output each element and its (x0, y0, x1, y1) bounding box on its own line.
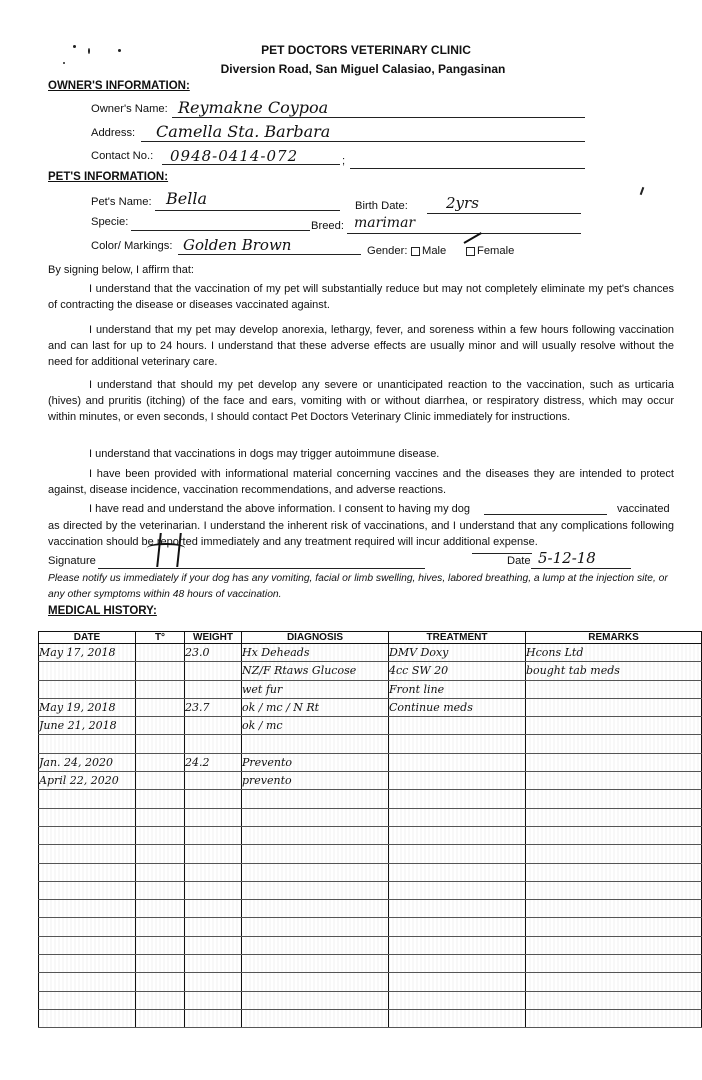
cell-date-text: Jan. 24, 2020 (39, 755, 114, 769)
col-date: DATE (39, 632, 136, 644)
pet-specie-line (131, 230, 310, 231)
cell-temperature (136, 808, 185, 826)
consent-paragraph-2: I understand that my pet may develop anorexia, lethargy, fever, and soreness within a few hours following vaccination and can last for up to 24 hours. I understand that these adverse effects are usually minor and will usually resolve without the need for additional veterinary care. (48, 324, 674, 368)
pet-birth-line (427, 213, 581, 214)
cell-temperature (136, 717, 185, 735)
cell-remarks (526, 863, 702, 881)
cell-date (39, 826, 136, 844)
pet-color-label: Color/ Markings: (91, 240, 173, 252)
table-row (39, 991, 702, 1009)
owner-contact-label: Contact No.: (91, 150, 154, 162)
table-row (39, 644, 702, 662)
pet-birth-label: Birth Date: (355, 200, 408, 212)
female-checkbox (466, 247, 475, 256)
cell-diagnosis (242, 1009, 389, 1027)
cell-treatment (389, 936, 526, 954)
table-row (39, 881, 702, 899)
cell-date (39, 644, 136, 662)
cell-temperature (136, 772, 185, 790)
cell-temperature (136, 955, 185, 973)
cell-weight (185, 790, 242, 808)
male-checkbox (411, 247, 420, 256)
cell-date (39, 955, 136, 973)
cell-diagnosis (242, 881, 389, 899)
signature-line (98, 568, 425, 569)
cell-remarks (526, 717, 702, 735)
owner-address-label: Address: (91, 127, 136, 139)
cell-diagnosis (242, 826, 389, 844)
cell-weight (185, 900, 242, 918)
cell-date-text: June 21, 2018 (39, 719, 117, 733)
cell-diagnosis (242, 973, 389, 991)
cell-date (39, 936, 136, 954)
cell-remarks (526, 808, 702, 826)
owner-name-line (172, 117, 585, 118)
cell-treatment (389, 772, 526, 790)
consent-paragraph-3: I understand that should my pet develop any severe or unanticipated reaction to the vaccination, such as urticaria (hives) and pruritis (itching) of the face and ears, vomiting with or without diarrhea, or respiratory distress, which may occur within minutes, or even seconds, I should contact Pet Doctors Veterinary Clinic immediately for instructions. (48, 379, 674, 423)
cell-temperature (136, 881, 185, 899)
cell-treatment (389, 900, 526, 918)
cell-remarks-text: Hcons Ltd (526, 646, 584, 660)
gender-male-option (411, 245, 446, 257)
pet-name-value: Bella (166, 189, 207, 208)
consent-intro: By signing below, I affirm that: (48, 264, 194, 276)
cell-diagnosis (242, 863, 389, 881)
cell-date (39, 662, 136, 680)
cell-diagnosis (242, 991, 389, 1009)
cell-remarks (526, 735, 702, 753)
cell-remarks (526, 790, 702, 808)
cell-diagnosis-text: ok / mc / N Rt (242, 701, 320, 715)
cell-weight (185, 955, 242, 973)
cell-weight (185, 808, 242, 826)
table-row (39, 698, 702, 716)
pet-breed-line (347, 233, 581, 234)
cell-weight (185, 772, 242, 790)
cell-date (39, 881, 136, 899)
cell-date (39, 735, 136, 753)
cell-remarks (526, 881, 702, 899)
cell-diagnosis (242, 845, 389, 863)
cell-date-text: May 19, 2018 (39, 701, 116, 715)
cell-remarks (526, 918, 702, 936)
scan-mark (640, 187, 645, 195)
cell-date (39, 717, 136, 735)
cell-remarks (526, 845, 702, 863)
cell-treatment (389, 808, 526, 826)
cell-remarks (526, 1009, 702, 1027)
cell-temperature (136, 991, 185, 1009)
cell-weight (185, 717, 242, 735)
cell-weight (185, 973, 242, 991)
cell-diagnosis (242, 772, 389, 790)
table-row (39, 680, 702, 698)
table-row (39, 808, 702, 826)
cell-diagnosis-text: wet fur (242, 682, 283, 696)
table-row (39, 753, 702, 771)
date-label: Date (507, 555, 531, 567)
medical-history-table (38, 631, 702, 1028)
cell-treatment (389, 881, 526, 899)
cell-weight (185, 735, 242, 753)
cell-remarks (526, 662, 702, 680)
cell-diagnosis (242, 753, 389, 771)
cell-temperature (136, 918, 185, 936)
clinic-address: Diversion Road, San Miguel Calasiao, Pangasinan (220, 62, 506, 76)
cell-temperature (136, 1009, 185, 1027)
gender-male-label: Male (422, 245, 447, 257)
cell-remarks (526, 644, 702, 662)
cell-temperature (136, 698, 185, 716)
table-row (39, 900, 702, 918)
cell-treatment (389, 680, 526, 698)
owner-name-value: Reymakne Coypoa (178, 98, 329, 117)
clinic-name: PET DOCTORS VETERINARY CLINIC (261, 43, 471, 57)
medical-section-title: MEDICAL HISTORY: (48, 605, 157, 617)
consent-paragraph-6b: vaccinated (617, 503, 670, 515)
date-value: 5-12-18 (538, 549, 596, 567)
cell-date (39, 991, 136, 1009)
cell-date-text: May 17, 2018 (39, 646, 116, 660)
cell-remarks (526, 955, 702, 973)
cell-remarks (526, 772, 702, 790)
cell-weight (185, 644, 242, 662)
cell-treatment (389, 973, 526, 991)
cell-treatment (389, 991, 526, 1009)
cell-remarks (526, 900, 702, 918)
table-row (39, 845, 702, 863)
cell-treatment (389, 1009, 526, 1027)
gender-female-option (466, 245, 514, 257)
cell-treatment (389, 698, 526, 716)
date-line (531, 568, 631, 569)
date-top-line (472, 553, 532, 554)
owner-name-label: Owner's Name: (91, 103, 168, 115)
cell-temperature (136, 753, 185, 771)
cell-temperature (136, 973, 185, 991)
cell-remarks (526, 698, 702, 716)
cell-diagnosis-text: NZ/F Rtaws Glucose (242, 664, 357, 678)
table-row (39, 717, 702, 735)
pet-color-value: Golden Brown (183, 236, 292, 254)
cell-temperature (136, 936, 185, 954)
cell-treatment-text: DMV Doxy (389, 646, 449, 660)
cell-remarks-text: bought tab meds (526, 664, 620, 678)
signature-label: Signature (48, 555, 96, 567)
owner-section-title: OWNER'S INFORMATION: (48, 80, 190, 92)
cell-temperature (136, 680, 185, 698)
signature-mark-stroke (147, 543, 185, 553)
table-header-row (39, 632, 702, 644)
table-row (39, 662, 702, 680)
cell-diagnosis (242, 808, 389, 826)
pet-specie-label: Specie: (91, 216, 129, 228)
cell-weight (185, 936, 242, 954)
col-treatment: TREATMENT (389, 632, 526, 644)
cell-treatment (389, 918, 526, 936)
cell-date (39, 772, 136, 790)
cell-treatment (389, 955, 526, 973)
cell-weight (185, 1009, 242, 1027)
cell-temperature (136, 735, 185, 753)
cell-diagnosis (242, 936, 389, 954)
vaccination-notice: Please notify us immediately if your dog has any vomiting, facial or limb swelling, hives, labored breathing, a lump at the injection site, or any other symptoms within 48 hours of vaccination. (48, 573, 668, 600)
cell-treatment (389, 753, 526, 771)
cell-weight (185, 753, 242, 771)
table-row (39, 772, 702, 790)
pet-breed-value: marimar (354, 215, 416, 231)
consent-paragraph-1: I understand that the vaccination of my pet will substantially reduce but may not completely eliminate my pet's chances of contracting the disease or diseases vaccinated against. (48, 283, 674, 311)
cell-treatment (389, 644, 526, 662)
cell-treatment (389, 662, 526, 680)
cell-temperature (136, 863, 185, 881)
table-row (39, 1009, 702, 1027)
cell-date (39, 900, 136, 918)
col-remarks: REMARKS (526, 632, 702, 644)
pet-color-line (178, 254, 361, 255)
cell-diagnosis (242, 644, 389, 662)
cell-remarks (526, 936, 702, 954)
cell-treatment-text: Front line (389, 682, 445, 696)
table-row (39, 735, 702, 753)
cell-date (39, 753, 136, 771)
cell-date (39, 863, 136, 881)
consent-paragraph-4: I understand that vaccinations in dogs may trigger autoimmune disease. (89, 448, 440, 460)
cell-diagnosis (242, 955, 389, 973)
cell-weight (185, 698, 242, 716)
cell-diagnosis (242, 918, 389, 936)
pet-name-line (155, 210, 340, 211)
cell-diagnosis-text: Prevento (242, 755, 293, 769)
cell-diagnosis-text: ok / mc (242, 719, 283, 733)
owner-address-value: Camella Sta. Barbara (156, 122, 331, 141)
cell-diagnosis (242, 698, 389, 716)
cell-weight-text: 23.0 (185, 646, 210, 660)
cell-temperature (136, 900, 185, 918)
cell-weight (185, 845, 242, 863)
cell-diagnosis (242, 680, 389, 698)
cell-date (39, 680, 136, 698)
col-temperature: T° (136, 632, 185, 644)
pet-birth-value: 2yrs (446, 194, 479, 212)
cell-remarks (526, 826, 702, 844)
cell-weight (185, 826, 242, 844)
cell-temperature (136, 790, 185, 808)
cell-date (39, 808, 136, 826)
owner-address-line (141, 141, 585, 142)
cell-date (39, 790, 136, 808)
col-diagnosis: DIAGNOSIS (242, 632, 389, 644)
cell-weight-text: 23.7 (185, 701, 210, 715)
gender-female-label: Female (477, 245, 515, 257)
consent-paragraph-5: I have been provided with informational material concerning vaccines and the diseases they are intended to protect against, disease incidence, vaccination recommendations, and adverse reactions. (48, 468, 674, 496)
cell-remarks (526, 680, 702, 698)
cell-weight (185, 863, 242, 881)
table-row (39, 955, 702, 973)
table-row (39, 863, 702, 881)
cell-weight-text: 24.2 (185, 755, 210, 769)
cell-diagnosis-text: Hx Deheads (242, 646, 310, 660)
cell-treatment (389, 790, 526, 808)
cell-temperature (136, 845, 185, 863)
cell-diagnosis (242, 717, 389, 735)
cell-date (39, 1009, 136, 1027)
cell-date (39, 845, 136, 863)
cell-weight (185, 881, 242, 899)
cell-temperature (136, 644, 185, 662)
table-row (39, 973, 702, 991)
cell-weight (185, 680, 242, 698)
cell-treatment (389, 863, 526, 881)
table-row (39, 918, 702, 936)
cell-treatment (389, 826, 526, 844)
cell-treatment (389, 717, 526, 735)
pet-gender-label: Gender: (367, 245, 408, 257)
cell-diagnosis (242, 900, 389, 918)
cell-diagnosis (242, 790, 389, 808)
owner-contact-separator: ; (342, 155, 346, 167)
cell-temperature (136, 826, 185, 844)
cell-temperature (136, 662, 185, 680)
pet-section-title: PET'S INFORMATION: (48, 171, 169, 183)
cell-diagnosis (242, 735, 389, 753)
cell-date (39, 973, 136, 991)
cell-treatment (389, 735, 526, 753)
cell-remarks (526, 753, 702, 771)
consent-paragraph-6c: as directed by the veterinarian. I understand the inherent risk of vaccinations, and I understand that any complications following vaccination should be reported immediately and any treatment required will incur additional expense. (48, 520, 674, 548)
cell-weight (185, 918, 242, 936)
table-row (39, 936, 702, 954)
cell-remarks (526, 973, 702, 991)
cell-date (39, 918, 136, 936)
owner-contact-line-2 (350, 168, 585, 169)
consent-dog-line (484, 514, 607, 515)
owner-contact-value: 0948-0414-072 (170, 147, 299, 165)
table-row (39, 826, 702, 844)
consent-paragraph-6a: I have read and understand the above information. I consent to having my dog (89, 503, 470, 515)
pet-breed-label: Breed: (311, 220, 344, 232)
cell-date (39, 698, 136, 716)
cell-treatment-text: 4cc SW 20 (389, 664, 449, 678)
cell-remarks (526, 991, 702, 1009)
cell-diagnosis-text: prevento (242, 774, 292, 788)
cell-diagnosis (242, 662, 389, 680)
cell-treatment (389, 845, 526, 863)
pet-name-label: Pet's Name: (91, 196, 152, 208)
cell-treatment-text: Continue meds (389, 701, 473, 715)
col-weight: WEIGHT (185, 632, 242, 644)
cell-weight (185, 991, 242, 1009)
cell-date-text: April 22, 2020 (39, 774, 119, 788)
table-row (39, 790, 702, 808)
cell-weight (185, 662, 242, 680)
